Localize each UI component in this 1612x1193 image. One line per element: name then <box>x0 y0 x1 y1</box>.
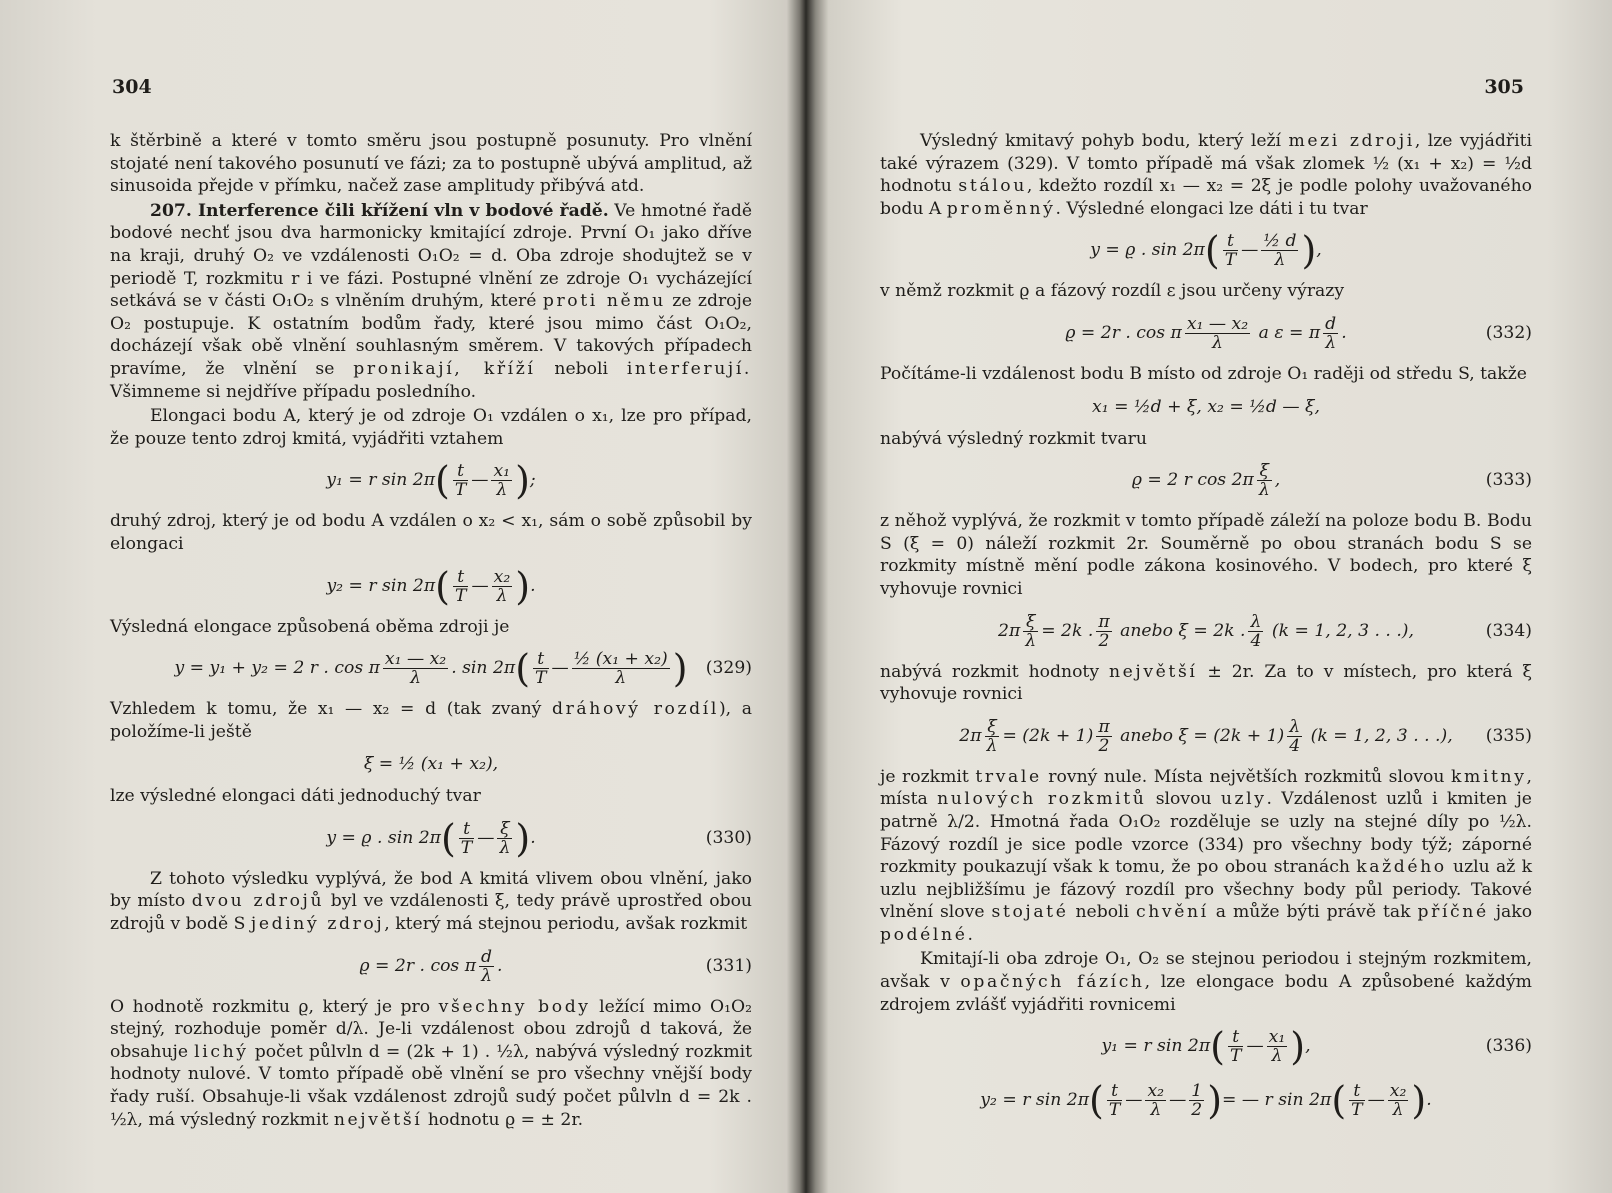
equation-number: (331) <box>705 955 752 976</box>
equation-329: y = y₁ + y₂ = 2 r . cos π $\frac{\text{x₁ — x₂}}{\lambda}$ . sin 2π( $\frac{t}{T}$ — $\frac{\text{½ (x₁ + x₂)}}{\lambda}$ ) (329) <box>110 644 752 692</box>
paragraph: Počítáme-li vzdálenost bodu B místo od zdroje O₁ raději od středu S, takže <box>880 363 1527 384</box>
equation: y₂ = r sin 2π( $\frac{t}{T}$ — $\frac{\text{x₂}}{\lambda}$ — $\frac{1}{2}$ )= — r sin 2π( $\frac{t}{T}$ — $\frac{\text{x₂}}{\lambda}$ ). <box>980 1078 1432 1123</box>
equation-334: 2π $\frac{\xi}{\lambda}$ = 2k . $\frac{\pi}{2}$ anebo ξ = 2k . $\frac{\lambda}{4}$ (k = 1, 2, 3 . . .), (334) <box>880 607 1532 655</box>
section-heading: 207. Interference čili křížení vln v bodové řadě. <box>150 200 609 221</box>
paragraph: druhý zdroj, který je od bodu A vzdálen o x₂ < x₁, sám o sobě způsobil by elongaci <box>110 511 752 554</box>
equation: ξ = ½ (x₁ + x₂), <box>363 754 499 775</box>
equation: y₂ = r sin 2π( $\frac{t}{T}$ — $\frac{\text{x₂}}{\lambda}$ ). <box>326 564 536 608</box>
equation-number: (334) <box>1485 620 1532 641</box>
equation-330: y = ϱ . sin 2π( $\frac{t}{T}$ — $\frac{\xi}{\lambda}$ ). (330) <box>110 814 752 862</box>
paragraph: Elongaci bodu A, který je od zdroje O₁ vzdálen o x₁, lze pro případ, že pouze tento zdroj kmitá, vyjádřiti vztahem <box>110 406 752 449</box>
paragraph: z něhož vyplývá, že rozkmit v tomto případě záleží na poloze bodu B. Bodu S (ξ = 0) náleží rozkmit 2r. Souměrně po obou stranách bodu S se rozkmity místně mění podle zákona kosinového. V bodech, pro které ξ vyhovuje rovnici <box>880 511 1532 599</box>
page-number: 304 <box>112 76 152 98</box>
left-page <box>0 0 800 1193</box>
equation-number: (332) <box>1485 322 1532 343</box>
equation-number: (335) <box>1485 725 1532 746</box>
equation: y₁ = r sin 2π( $\frac{t}{T}$ — $\frac{\text{x₁}}{\lambda}$ ); <box>326 458 536 503</box>
equation-number: (333) <box>1485 470 1532 491</box>
text-column <box>880 130 1532 1130</box>
right-page <box>812 0 1612 1193</box>
equation-number: (336) <box>1485 1036 1532 1057</box>
equation-332: ϱ = 2r . cos π $\frac{\text{x₁ — x₂}}{\lambda}$ a ε = π $\frac{d}{\lambda}$ . (332) <box>880 309 1532 357</box>
paragraph: O hodnotě rozkmitu ϱ, který je pro všechny body ležící mimo O₁O₂ stejný, rozhoduje poměr d/λ. Je-li vzdálenost obou zdrojů d taková, že obsahuje lichý počet půlvln d = (2k + 1) . ½λ, nabývá výsledný rozkmit hodnoty nulové. V tomto případě obě vlnění se pro všechny vnější body řady ruší. Obsahuje-li však vzdálenost zdrojů sudý počet půlvln d = 2k . ½λ, má výsledný rozkmit největší hodnotu ϱ = ± 2r. <box>110 996 753 1130</box>
text-column <box>110 130 752 1131</box>
equation-number: (329) <box>705 658 752 679</box>
equation-336: y₁ = r sin 2π( $\frac{t}{T}$ — $\frac{\text{x₁}}{\lambda}$ ), (336) <box>880 1022 1532 1070</box>
paragraph: Vzhledem k tomu, že x₁ — x₂ = d (tak zvaný dráhový rozdíl), a položíme-li ještě <box>110 699 752 742</box>
equation: x₁ = ½d + ξ, x₂ = ½d — ξ, <box>1092 396 1320 417</box>
equation-331: ϱ = 2r . cos π $\frac{d}{\lambda}$ . (331) <box>110 942 752 990</box>
equation-number: (330) <box>705 827 752 848</box>
equation-335: 2π $\frac{\xi}{\lambda}$ = (2k + 1) $\frac{\pi}{2}$ anebo ξ = (2k + 1) $\frac{\lambda}{4}$ (k = 1, 2, 3 . . .), (335) <box>880 712 1532 760</box>
paragraph: Z tohoto výsledku vyplývá, že bod A kmitá vlivem obou vlnění, jako by místo dvou zdrojů byl ve vzdálenosti ξ, tedy právě uprostřed obou zdrojů v bodě S jediný zdroj, který má stejnou periodu, avšak rozkmit <box>110 868 752 935</box>
paragraph: Výsledný kmitavý pohyb bodu, který leží mezi zdroji, lze vyjádřiti také výrazem (329). V tomto případě má však zlomek ½ (x₁ + x₂) = ½d hodnotu stálou, kdežto rozdíl x₁ — x₂ = 2ξ je podle polohy uvažovaného bodu A proměnný. Výsledné elongaci lze dáti i tu tvar <box>880 131 1532 219</box>
equation: y = ϱ . sin 2π( $\frac{t}{T}$ — $\frac{\text{½ d}}{\lambda}$ ), <box>1090 228 1322 273</box>
paragraph: Kmitají-li oba zdroje O₁, O₂ se stejnou periodou i stejným rozkmitem, avšak v opačných fázích, lze elongace bodu A způsobené každým zdrojem zvlášť vyjádřiti rovnicemi <box>880 949 1532 1015</box>
paragraph: lze výsledné elongaci dáti jednoduchý tvar <box>110 786 481 807</box>
page-number: 305 <box>1484 76 1524 98</box>
paragraph: v němž rozkmit ϱ a fázový rozdíl ε jsou určeny výrazy <box>880 281 1345 302</box>
equation-333: ϱ = 2 r cos 2π $\frac{\xi}{\lambda}$ , (333) <box>880 456 1532 504</box>
paragraph: nabývá rozkmit hodnoty největší ± 2r. Za to v místech, pro která ξ vyhovuje rovnici <box>880 661 1532 705</box>
paragraph: k štěrbině a které v tomto směru jsou postupně posunuty. Pro vlnění stojaté není takového posunutí ve fázi; za to postupně ubývá amplitud, až sinusoida přejde v přímku, načež zase amplitudy přibývá atd. <box>110 131 752 197</box>
paragraph: 207. Interference čili křížení vln v bodové řadě. Ve hmotné řadě bodové nechť jsou dva harmonicky kmitající zdroje. První O₁ jako dříve na kraji, druhý O₂ ve vzdálenosti O₁O₂ = d. Oba zdroje shodujtež se v periodě T, rozkmitu r i ve fázi. Postupné vlnění ze zdroje O₁ vycházející setkává se v části O₁O₂ s vlněním druhým, které proti němu ze zdroje O₂ postupuje. K ostatním bodům řady, které jsou mimo část O₁O₂, docházejí však obě vlnění souhlasným směrem. V takových případech pravíme, že vlnění se pronikají, kříží neboli interferují. Všimneme si nejdříve případu posledního. <box>110 200 753 402</box>
paragraph: je rozkmit trvale rovný nule. Místa největších rozkmitů slovou kmitny, místa nulových rozkmitů slovou uzly. Vzdálenost uzlů i kmiten je patrně λ/2. Hmotná řada O₁O₂ rozděluje se uzly na stejné díly po ½λ. Fázový rozdíl je sice podle vzorce (334) pro všechny body týž; záporné rozkmity poukazují však k tomu, že po obou stranách každého uzlu až k uzlu nejbližšímu je fázový rozdíl pro všechny body půl periody. Takové vlnění slove stojaté neboli chvění a může býti právě tak příčné jako podélné. <box>880 766 1533 945</box>
paragraph: nabývá výsledný rozkmit tvaru <box>880 428 1147 449</box>
paragraph: Výsledná elongace způsobená oběma zdroji je <box>110 616 510 637</box>
